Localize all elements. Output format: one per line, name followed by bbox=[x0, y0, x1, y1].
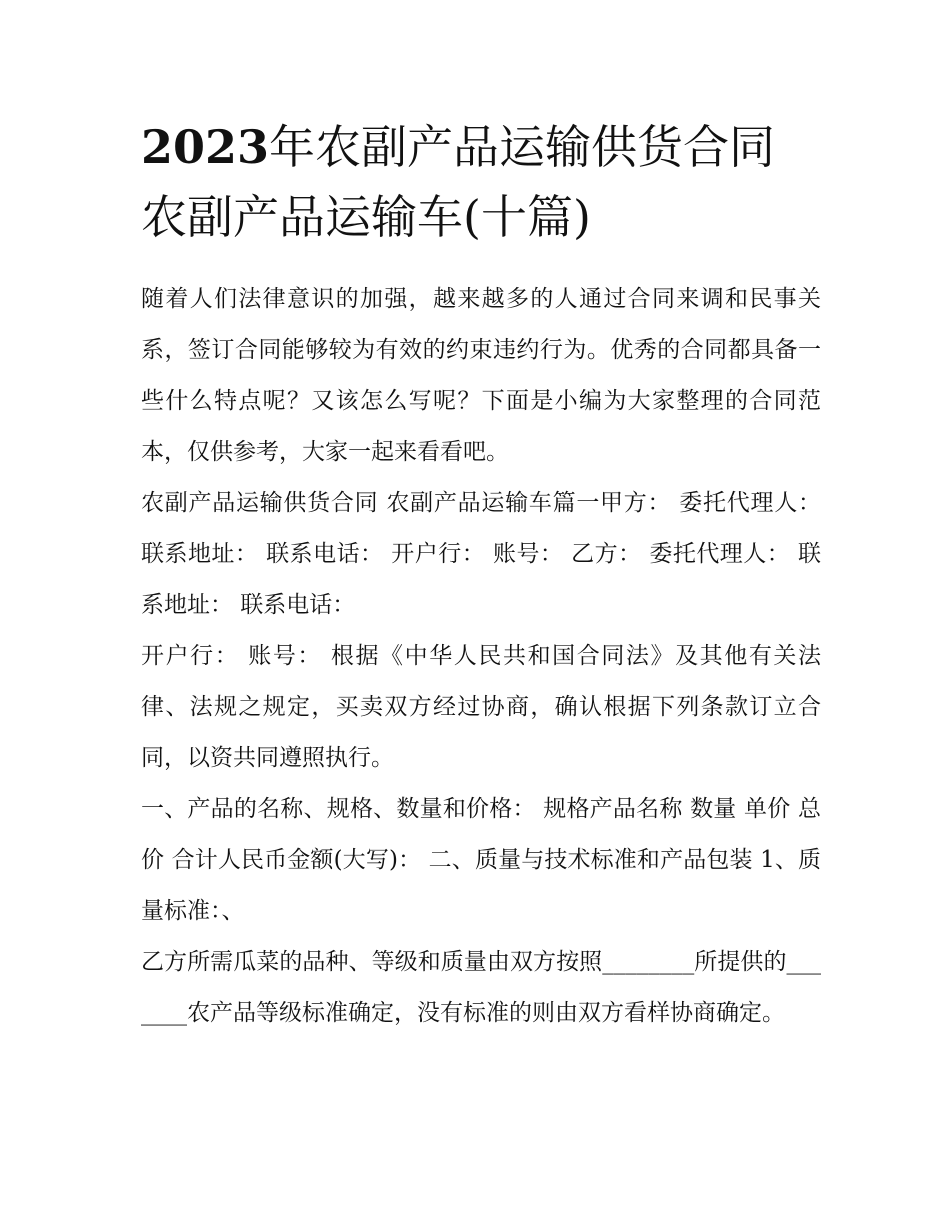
paragraph-product-specs: 一、产品的名称、规格、数量和价格： 规格产品名称 数量 单价 总价 合计人民币金额(大写)： 二、质量与技术标准和产品包装 1、质量标准：、 bbox=[141, 796, 821, 924]
paragraph-quality-standard: 乙方所需瓜菜的品种、等级和质量由双方按照________所提供的_______农产品等级标准确定，没有标准的则由双方看样协商确定。 bbox=[141, 949, 821, 1026]
document-page bbox=[141, 112, 821, 1039]
title-text: 年农副产品运输供货合同 农副产品运输车(十篇) bbox=[141, 120, 776, 244]
paragraph-intro: 随着人们法律意识的加强，越来越多的人通过合同来调和民事关系，签订合同能够较为有效的约束违约行为。优秀的合同都具备一些什么特点呢？又该怎么写呢？下面是小编为大家整理的合同范本，仅供参考，大家一起来看看吧。 bbox=[141, 286, 821, 465]
paragraph-legal-basis: 开户行： 账号： 根据《中华人民共和国合同法》及其他有关法律、法规之规定，买卖双方经过协商，确认根据下列条款订立合同，以资共同遵照执行。 bbox=[141, 643, 821, 771]
title-year: 2023 bbox=[141, 120, 270, 174]
document-title bbox=[141, 112, 821, 252]
paragraph-parties: 农副产品运输供货合同 农副产品运输车篇一甲方： 委托代理人： 联系地址： 联系电话： 开户行： 账号： 乙方： 委托代理人： 联系地址： 联系电话： bbox=[141, 490, 821, 618]
